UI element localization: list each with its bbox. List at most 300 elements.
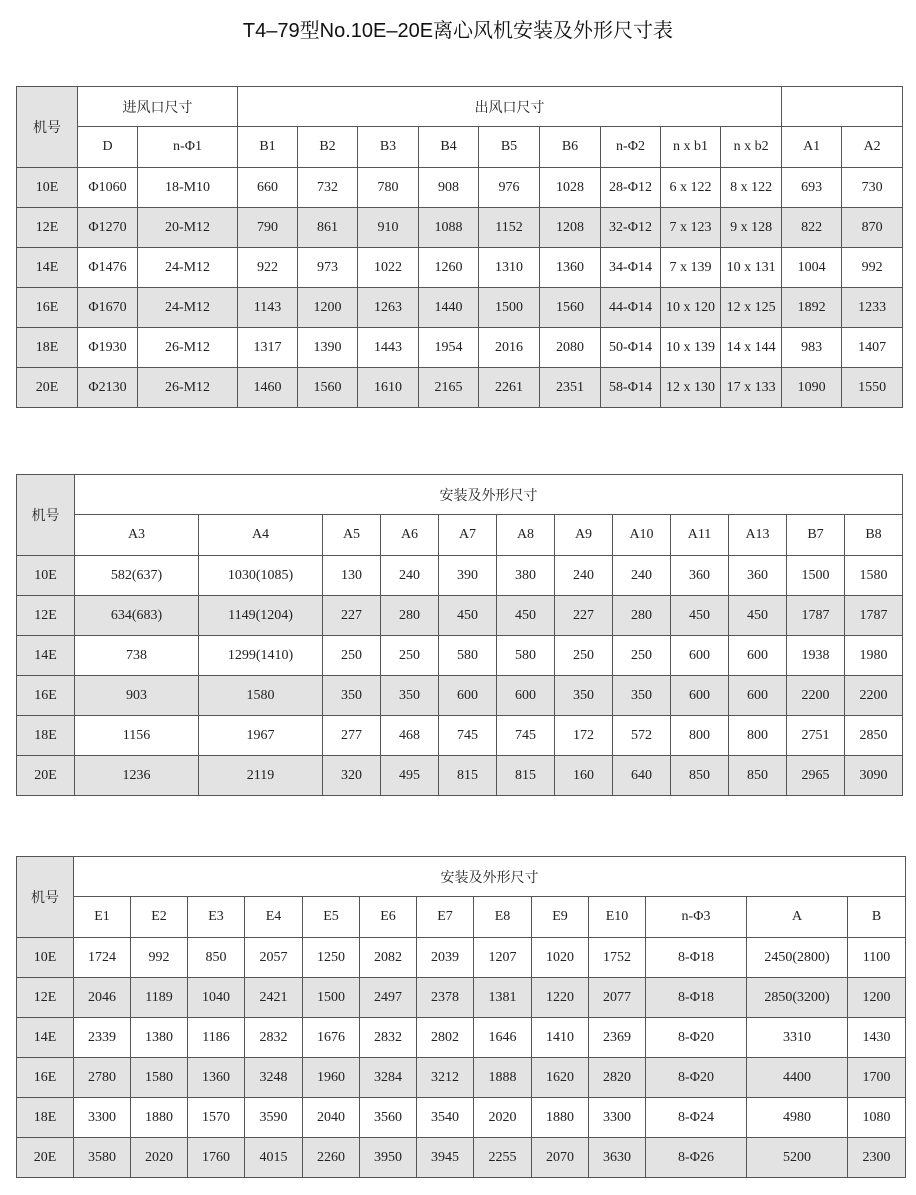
table-cell: 350: [555, 676, 613, 716]
table-cell: 908: [419, 168, 479, 208]
table-cell: 738: [75, 636, 199, 676]
column-header: A7: [439, 515, 497, 556]
table-cell: 280: [381, 596, 439, 636]
table-row: [17, 168, 903, 208]
table-cell: 1500: [479, 288, 540, 328]
table-cell: 1880: [131, 1098, 188, 1138]
table-cell: 2351: [540, 368, 601, 408]
table-cell: 815: [497, 756, 555, 796]
table-cell: 1310: [479, 248, 540, 288]
table-cell: 1676: [303, 1018, 360, 1058]
table-cell: 1430: [848, 1018, 906, 1058]
table-cell: Φ1270: [78, 208, 138, 248]
table-cell: 250: [555, 636, 613, 676]
column-header: E9: [532, 897, 589, 938]
table-cell: 815: [439, 756, 497, 796]
table-cell: 600: [671, 636, 729, 676]
column-header: E3: [188, 897, 245, 938]
column-header: B8: [845, 515, 903, 556]
table-cell: 1143: [238, 288, 298, 328]
table-cell: 572: [613, 716, 671, 756]
table-cell: 280: [613, 596, 671, 636]
table-cell: 3310: [747, 1018, 848, 1058]
table-cell: 450: [671, 596, 729, 636]
model-cell: 14E: [17, 1018, 74, 1058]
table-cell: 9 x 128: [721, 208, 782, 248]
column-header: n-Φ3: [646, 897, 747, 938]
table-cell: 1236: [75, 756, 199, 796]
column-header: E7: [417, 897, 474, 938]
table-cell: 240: [613, 556, 671, 596]
table-cell: 1250: [303, 938, 360, 978]
table-row: [17, 1098, 906, 1138]
table-cell: 660: [238, 168, 298, 208]
table-body: [17, 938, 906, 1178]
model-cell: 18E: [17, 1098, 74, 1138]
table-cell: 3212: [417, 1058, 474, 1098]
model-cell: 18E: [17, 328, 78, 368]
table-cell: 1360: [188, 1058, 245, 1098]
table-cell: 250: [613, 636, 671, 676]
table-cell: 1207: [474, 938, 532, 978]
table-cell: 58-Φ14: [601, 368, 661, 408]
table-row: [17, 556, 903, 596]
table-cell: 1020: [532, 938, 589, 978]
table-cell: 1004: [782, 248, 842, 288]
table-cell: 26-M12: [138, 328, 238, 368]
table-cell: 973: [298, 248, 358, 288]
column-header: A5: [323, 515, 381, 556]
table-cell: 1156: [75, 716, 199, 756]
table-cell: 1646: [474, 1018, 532, 1058]
table-cell: 1620: [532, 1058, 589, 1098]
table-cell: 1152: [479, 208, 540, 248]
table-cell: 450: [439, 596, 497, 636]
table-cell: 8-Φ26: [646, 1138, 747, 1178]
table-cell: 3560: [360, 1098, 417, 1138]
model-cell: 16E: [17, 288, 78, 328]
table-cell: 8 x 122: [721, 168, 782, 208]
column-header: B2: [298, 127, 358, 168]
table-cell: 2039: [417, 938, 474, 978]
table-row: [17, 636, 903, 676]
table-cell: 580: [497, 636, 555, 676]
table-cell: 634(683): [75, 596, 199, 636]
table-cell: 922: [238, 248, 298, 288]
table-cell: 2200: [845, 676, 903, 716]
table-cell: 1380: [131, 1018, 188, 1058]
table-cell: 240: [381, 556, 439, 596]
table-row: [17, 978, 906, 1018]
inlet-outlet-dimension-table: [16, 86, 903, 408]
column-header: A6: [381, 515, 439, 556]
table-cell: 250: [381, 636, 439, 676]
table-cell: 3950: [360, 1138, 417, 1178]
table-cell: 2260: [303, 1138, 360, 1178]
table-cell: 600: [439, 676, 497, 716]
table-cell: 1724: [74, 938, 131, 978]
table-cell: 130: [323, 556, 381, 596]
table-row: [17, 248, 903, 288]
table-cell: 600: [671, 676, 729, 716]
model-cell: 12E: [17, 208, 78, 248]
table-cell: 732: [298, 168, 358, 208]
model-cell: 10E: [17, 168, 78, 208]
table-cell: 2850: [845, 716, 903, 756]
table-cell: 3284: [360, 1058, 417, 1098]
table-cell: 1200: [298, 288, 358, 328]
table-cell: 450: [497, 596, 555, 636]
column-header: B5: [479, 127, 540, 168]
table-cell: 2046: [74, 978, 131, 1018]
table-cell: 1500: [303, 978, 360, 1018]
table-cell: 2832: [245, 1018, 303, 1058]
table-cell: 1443: [358, 328, 419, 368]
table-cell: 10 x 131: [721, 248, 782, 288]
table-cell: 1360: [540, 248, 601, 288]
model-cell: 16E: [17, 676, 75, 716]
table-cell: Φ1930: [78, 328, 138, 368]
model-cell: 10E: [17, 556, 75, 596]
table-cell: 3590: [245, 1098, 303, 1138]
table-cell: 8-Φ18: [646, 938, 747, 978]
table-cell: 983: [782, 328, 842, 368]
table-cell: 1220: [532, 978, 589, 1018]
table-cell: 1580: [131, 1058, 188, 1098]
model-cell: 20E: [17, 756, 75, 796]
table-cell: 1410: [532, 1018, 589, 1058]
table-cell: 10 x 139: [661, 328, 721, 368]
table-cell: 4015: [245, 1138, 303, 1178]
column-header: n-Φ1: [138, 127, 238, 168]
column-header: B6: [540, 127, 601, 168]
table-cell: 17 x 133: [721, 368, 782, 408]
table-cell: 745: [439, 716, 497, 756]
table-cell: 2255: [474, 1138, 532, 1178]
table-cell: 600: [497, 676, 555, 716]
column-header: A3: [75, 515, 199, 556]
table-cell: 790: [238, 208, 298, 248]
table-cell: 1317: [238, 328, 298, 368]
table-cell: 2751: [787, 716, 845, 756]
table-cell: 1980: [845, 636, 903, 676]
table-cell: 1760: [188, 1138, 245, 1178]
column-header: E6: [360, 897, 417, 938]
table-cell: 730: [842, 168, 903, 208]
table-cell: 780: [358, 168, 419, 208]
table-cell: 2261: [479, 368, 540, 408]
table-cell: 861: [298, 208, 358, 248]
table-cell: 10 x 120: [661, 288, 721, 328]
column-header-row: [17, 897, 906, 938]
table-cell: 1149(1204): [199, 596, 323, 636]
table-cell: 12 x 130: [661, 368, 721, 408]
table-cell: 850: [729, 756, 787, 796]
table-cell: 1888: [474, 1058, 532, 1098]
table-cell: 1100: [848, 938, 906, 978]
table-cell: 360: [671, 556, 729, 596]
table-cell: 450: [729, 596, 787, 636]
table-cell: 2965: [787, 756, 845, 796]
table-cell: 850: [188, 938, 245, 978]
table-cell: 3630: [589, 1138, 646, 1178]
table-cell: 600: [729, 636, 787, 676]
table-row: [17, 1138, 906, 1178]
table-cell: 24-M12: [138, 248, 238, 288]
column-header: E1: [74, 897, 131, 938]
table-cell: 2378: [417, 978, 474, 1018]
table-cell: 468: [381, 716, 439, 756]
table-cell: 8-Φ24: [646, 1098, 747, 1138]
table-cell: Φ2130: [78, 368, 138, 408]
table-cell: 1040: [188, 978, 245, 1018]
table-cell: 1022: [358, 248, 419, 288]
table-row: [17, 328, 903, 368]
table-cell: 2421: [245, 978, 303, 1018]
table-cell: 1787: [787, 596, 845, 636]
table-cell: 227: [323, 596, 381, 636]
table-cell: 1260: [419, 248, 479, 288]
table-row: [17, 208, 903, 248]
table-cell: 1030(1085): [199, 556, 323, 596]
table-cell: 8-Φ20: [646, 1058, 747, 1098]
table-cell: 172: [555, 716, 613, 756]
installation-dimension-table-e: [16, 856, 906, 1178]
table-row: [17, 716, 903, 756]
table-cell: 1580: [845, 556, 903, 596]
table-cell: 350: [613, 676, 671, 716]
table-cell: 5200: [747, 1138, 848, 1178]
table-cell: 2057: [245, 938, 303, 978]
table-cell: 250: [323, 636, 381, 676]
table-cell: 12 x 125: [721, 288, 782, 328]
table-row: [17, 938, 906, 978]
table-cell: 240: [555, 556, 613, 596]
table-cell: 1407: [842, 328, 903, 368]
table-cell: 2497: [360, 978, 417, 1018]
table-cell: 3540: [417, 1098, 474, 1138]
table-cell: 1560: [298, 368, 358, 408]
column-header: n x b2: [721, 127, 782, 168]
column-header: D: [78, 127, 138, 168]
table-cell: 2450(2800): [747, 938, 848, 978]
model-cell: 20E: [17, 1138, 74, 1178]
table-cell: 7 x 139: [661, 248, 721, 288]
model-cell: 20E: [17, 368, 78, 408]
table-body: [17, 556, 903, 796]
column-header: A10: [613, 515, 671, 556]
table-cell: 495: [381, 756, 439, 796]
table-cell: 2080: [540, 328, 601, 368]
table-cell: 24-M12: [138, 288, 238, 328]
table-cell: 2020: [131, 1138, 188, 1178]
table-cell: 800: [729, 716, 787, 756]
table-cell: Φ1476: [78, 248, 138, 288]
table-cell: 2077: [589, 978, 646, 1018]
table-row: [17, 368, 903, 408]
column-header: A8: [497, 515, 555, 556]
table-cell: 1028: [540, 168, 601, 208]
table-cell: 992: [842, 248, 903, 288]
table-cell: 3300: [589, 1098, 646, 1138]
table-body: [17, 168, 903, 408]
table-cell: 1189: [131, 978, 188, 1018]
model-column-header: 机号: [17, 857, 74, 938]
table-cell: 903: [75, 676, 199, 716]
table-cell: 2820: [589, 1058, 646, 1098]
table-cell: 1208: [540, 208, 601, 248]
table-cell: 2339: [74, 1018, 131, 1058]
table-row: [17, 756, 903, 796]
model-cell: 14E: [17, 248, 78, 288]
column-header-row: [17, 515, 903, 556]
table-cell: 976: [479, 168, 540, 208]
table-cell: 582(637): [75, 556, 199, 596]
table-cell: 870: [842, 208, 903, 248]
model-cell: 10E: [17, 938, 74, 978]
outlet-size-group-header: 出风口尺寸: [238, 87, 782, 127]
column-header: E2: [131, 897, 188, 938]
table-cell: 1560: [540, 288, 601, 328]
column-header: n x b1: [661, 127, 721, 168]
column-header: n-Φ2: [601, 127, 661, 168]
table-cell: 277: [323, 716, 381, 756]
table-cell: 32-Φ12: [601, 208, 661, 248]
table-cell: 227: [555, 596, 613, 636]
table-cell: 44-Φ14: [601, 288, 661, 328]
table-cell: Φ1670: [78, 288, 138, 328]
table-cell: 3580: [74, 1138, 131, 1178]
column-header: B3: [358, 127, 419, 168]
inlet-size-group-header: 进风口尺寸: [78, 87, 238, 127]
column-header: E4: [245, 897, 303, 938]
table-cell: 1752: [589, 938, 646, 978]
table-cell: 2802: [417, 1018, 474, 1058]
column-header-row: [17, 127, 903, 168]
table-cell: 580: [439, 636, 497, 676]
table-cell: 2165: [419, 368, 479, 408]
table-cell: 2040: [303, 1098, 360, 1138]
table-cell: 910: [358, 208, 419, 248]
column-header: E8: [474, 897, 532, 938]
table-cell: 2020: [474, 1098, 532, 1138]
table-cell: 1200: [848, 978, 906, 1018]
table-cell: 1080: [848, 1098, 906, 1138]
table-cell: 1088: [419, 208, 479, 248]
table-cell: 850: [671, 756, 729, 796]
table-cell: 1090: [782, 368, 842, 408]
table-cell: 1381: [474, 978, 532, 1018]
table-cell: 600: [729, 676, 787, 716]
model-cell: 12E: [17, 978, 74, 1018]
column-header: A4: [199, 515, 323, 556]
table-cell: 1570: [188, 1098, 245, 1138]
table-cell: 2200: [787, 676, 845, 716]
model-cell: 12E: [17, 596, 75, 636]
column-header: B: [848, 897, 906, 938]
table-cell: 1700: [848, 1058, 906, 1098]
column-header: A: [747, 897, 848, 938]
model-column-header: 机号: [17, 475, 75, 556]
table-cell: 2070: [532, 1138, 589, 1178]
column-header: A1: [782, 127, 842, 168]
table-cell: 745: [497, 716, 555, 756]
table-cell: 320: [323, 756, 381, 796]
table-cell: 20-M12: [138, 208, 238, 248]
table-cell: 1186: [188, 1018, 245, 1058]
table-cell: 2850(3200): [747, 978, 848, 1018]
table-cell: 2082: [360, 938, 417, 978]
table-cell: 2369: [589, 1018, 646, 1058]
table-cell: 3248: [245, 1058, 303, 1098]
table-cell: 1233: [842, 288, 903, 328]
table-row: [17, 676, 903, 716]
table-cell: 390: [439, 556, 497, 596]
table-cell: 360: [729, 556, 787, 596]
table-cell: 2300: [848, 1138, 906, 1178]
table-cell: 160: [555, 756, 613, 796]
table-cell: 7 x 123: [661, 208, 721, 248]
table-cell: 1967: [199, 716, 323, 756]
column-header: A13: [729, 515, 787, 556]
page-title: T4–79型No.10E–20E离心风机安装及外形尺寸表: [242, 20, 674, 42]
installation-dimension-table-a: [16, 474, 903, 796]
table-cell: 1550: [842, 368, 903, 408]
table-cell: 8-Φ20: [646, 1018, 747, 1058]
table-cell: 380: [497, 556, 555, 596]
table-cell: 26-M12: [138, 368, 238, 408]
blank-group-header: [782, 87, 903, 127]
table-cell: 6 x 122: [661, 168, 721, 208]
table-cell: 4980: [747, 1098, 848, 1138]
table-cell: 2780: [74, 1058, 131, 1098]
table-cell: 50-Φ14: [601, 328, 661, 368]
table-cell: 3945: [417, 1138, 474, 1178]
table-cell: 1880: [532, 1098, 589, 1138]
column-header: B1: [238, 127, 298, 168]
table-cell: 2119: [199, 756, 323, 796]
table-cell: 28-Φ12: [601, 168, 661, 208]
column-header: E10: [589, 897, 646, 938]
table-cell: 4400: [747, 1058, 848, 1098]
installation-size-group-header: 安装及外形尺寸: [75, 475, 903, 515]
table-row: [17, 596, 903, 636]
table-cell: 18-M10: [138, 168, 238, 208]
table-cell: 34-Φ14: [601, 248, 661, 288]
table-row: [17, 1058, 906, 1098]
table-cell: 2016: [479, 328, 540, 368]
table-cell: 992: [131, 938, 188, 978]
table-cell: 1787: [845, 596, 903, 636]
table-cell: 1938: [787, 636, 845, 676]
table-cell: 1500: [787, 556, 845, 596]
column-header: B7: [787, 515, 845, 556]
column-header: A9: [555, 515, 613, 556]
table-cell: 1460: [238, 368, 298, 408]
table-cell: 800: [671, 716, 729, 756]
table-cell: 1610: [358, 368, 419, 408]
table-cell: 693: [782, 168, 842, 208]
column-header: E5: [303, 897, 360, 938]
column-header: B4: [419, 127, 479, 168]
model-cell: 14E: [17, 636, 75, 676]
table-cell: Φ1060: [78, 168, 138, 208]
table-cell: 1954: [419, 328, 479, 368]
table-cell: 1960: [303, 1058, 360, 1098]
column-header: A11: [671, 515, 729, 556]
table-cell: 822: [782, 208, 842, 248]
table-cell: 3300: [74, 1098, 131, 1138]
